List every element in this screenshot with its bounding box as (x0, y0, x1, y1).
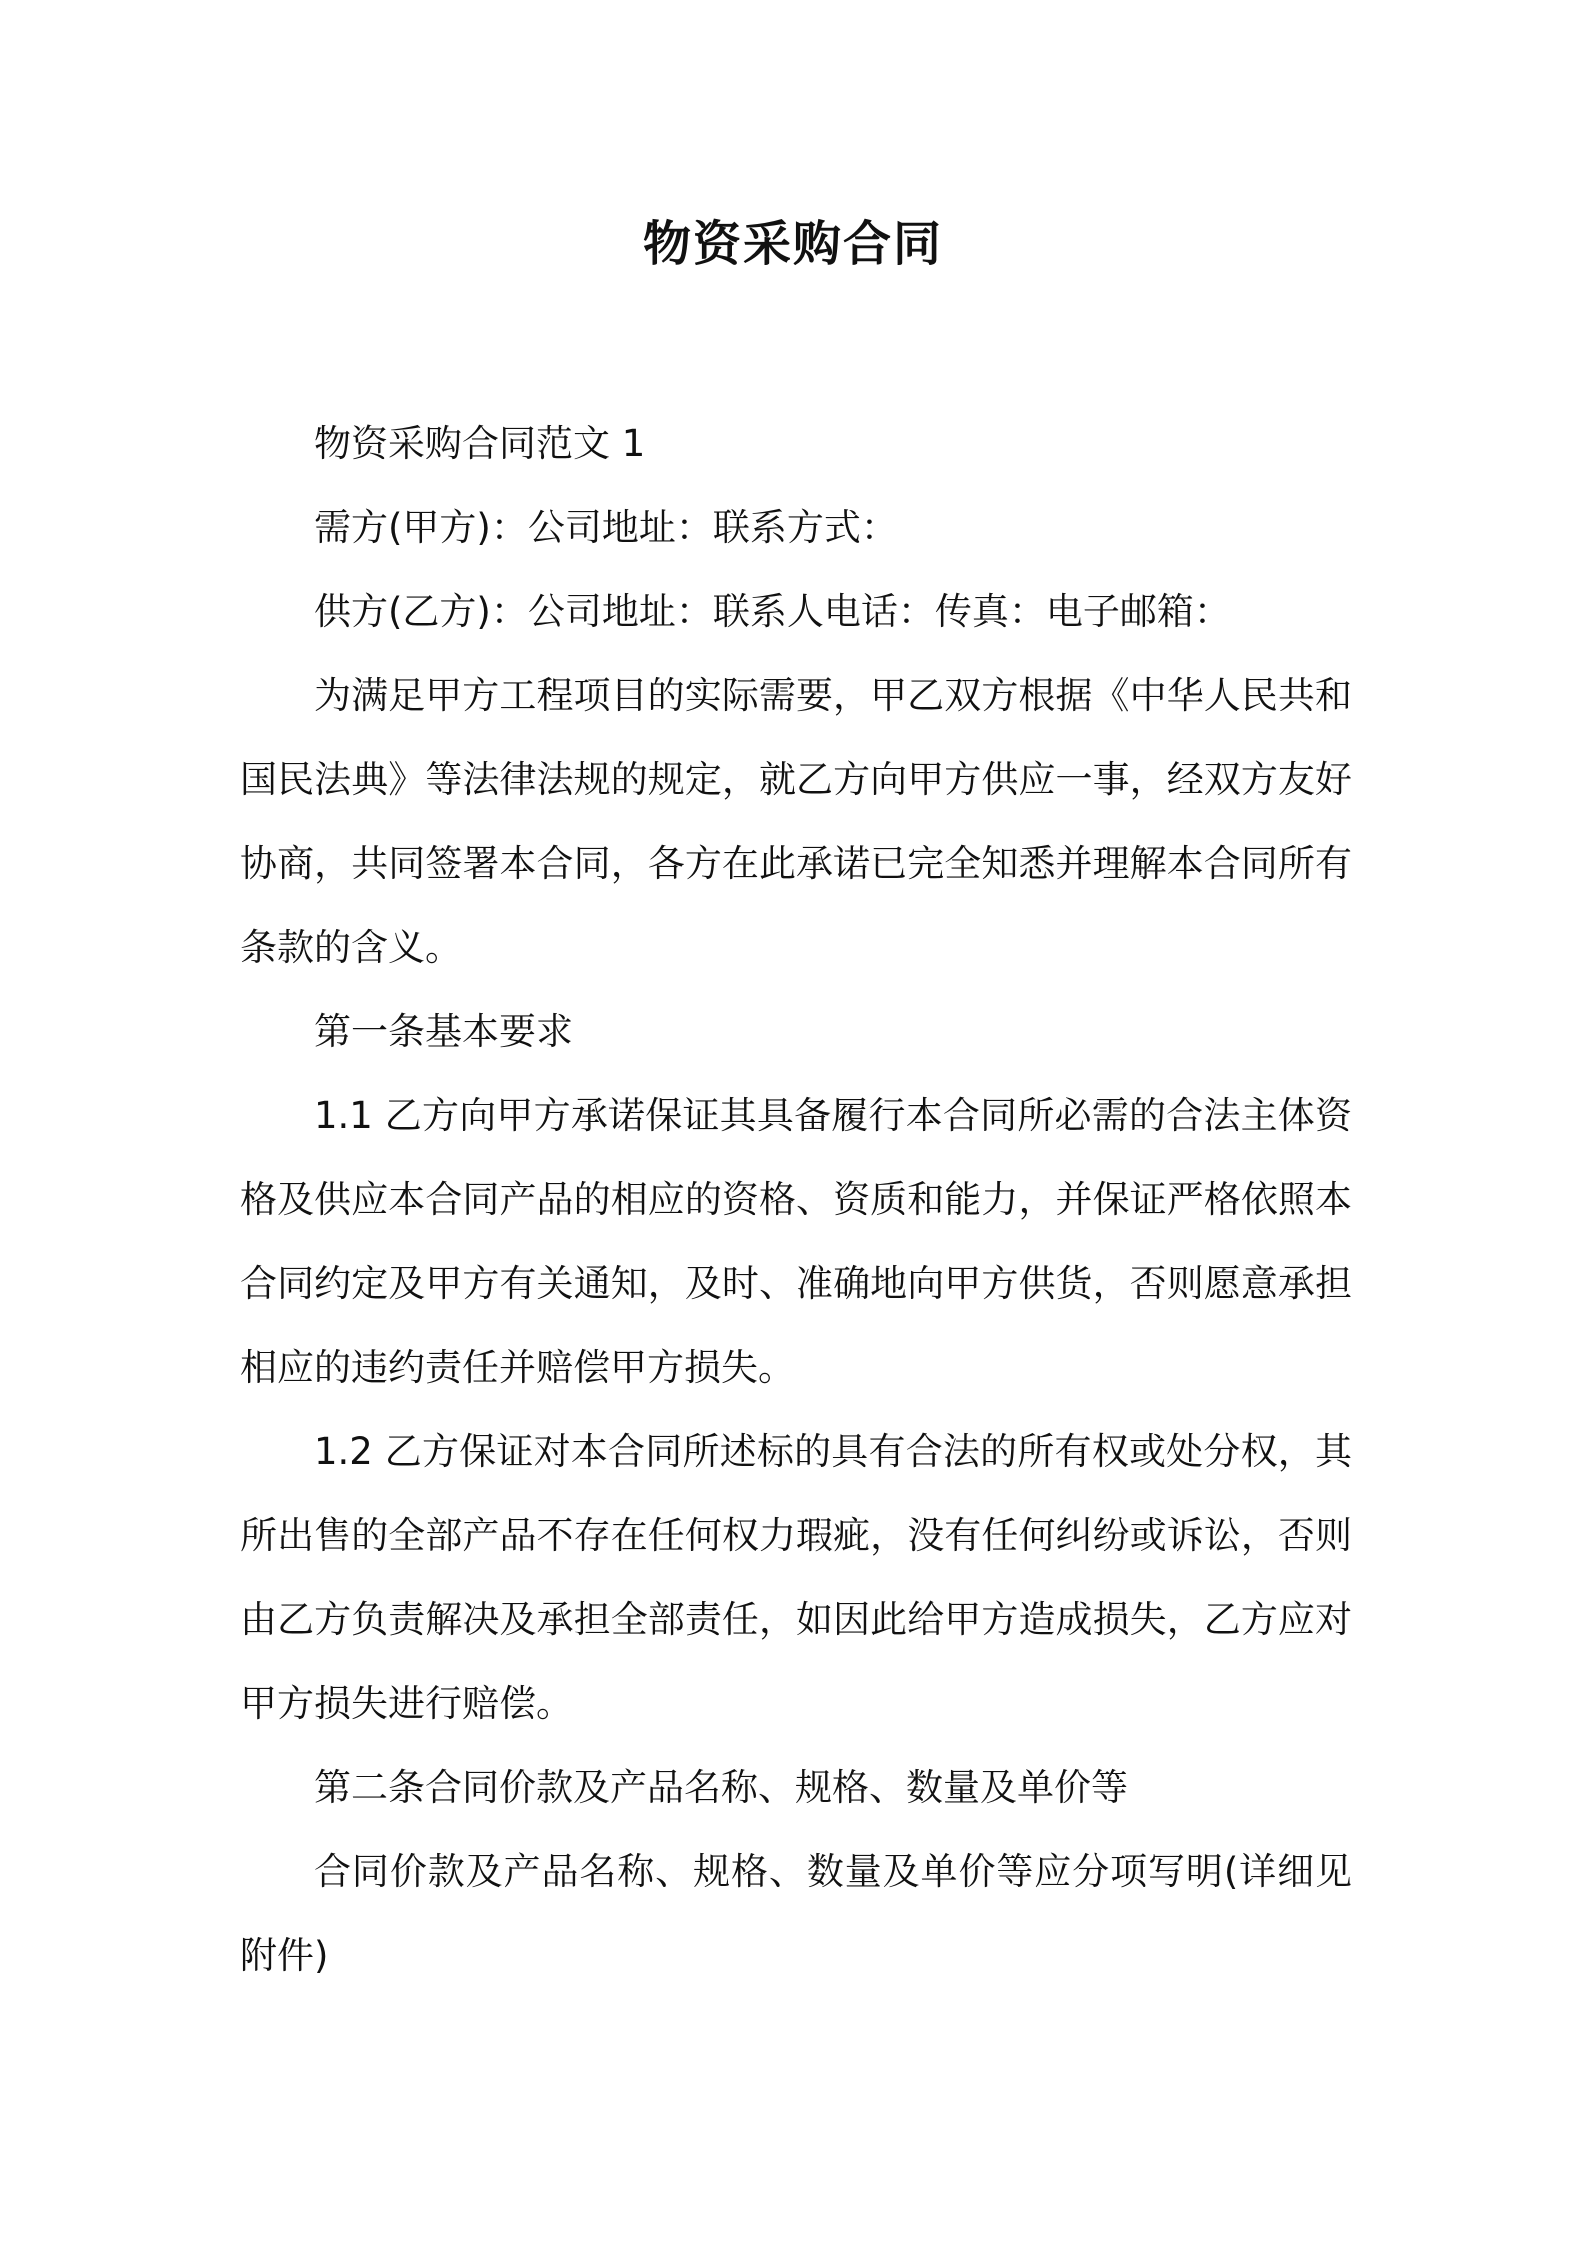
paragraph-article-1-heading: 第一条基本要求 (314, 1010, 573, 1053)
paragraph-clause-1-2: 1.2 乙方保证对本合同所述标的具有合法的所有权或处分权，其所出售的全部产品不存在任何权力瑕疵，没有任何纠纷或诉讼，否则由乙方负责解决及承担全部责任，如因此给甲方造成损失，乙方应对甲方损失进行赔偿。 (240, 1430, 1352, 1725)
document-body (240, 402, 1352, 1998)
paragraph-party-a: 需方(甲方)：公司地址：联系方式： (314, 506, 898, 549)
paragraph-party-b: 供方(乙方)：公司地址：联系人电话：传真：电子邮箱： (314, 590, 1231, 633)
paragraph-clause-1-1: 1.1 乙方向甲方承诺保证其具备履行本合同所必需的合法主体资格及供应本合同产品的相应的资格、资质和能力，并保证严格依照本合同约定及甲方有关通知，及时、准确地向甲方供货，否则愿意承担相应的违约责任并赔偿甲方损失。 (240, 1094, 1352, 1389)
paragraph-preamble: 为满足甲方工程项目的实际需要，甲乙双方根据《中华人民共和国民法典》等法律法规的规定，就乙方向甲方供应一事，经双方友好协商，共同签署本合同，各方在此承诺已完全知悉并理解本合同所有条款的含义。 (240, 674, 1352, 969)
document-title: 物资采购合同 (642, 216, 943, 272)
paragraph-article-2-heading: 第二条合同价款及产品名称、规格、数量及单价等 (314, 1766, 1128, 1809)
paragraph-article-2-text: 合同价款及产品名称、规格、数量及单价等应分项写明(详细见附件) (240, 1850, 1352, 1977)
paragraph-sample-heading: 物资采购合同范文 1 (314, 422, 646, 465)
